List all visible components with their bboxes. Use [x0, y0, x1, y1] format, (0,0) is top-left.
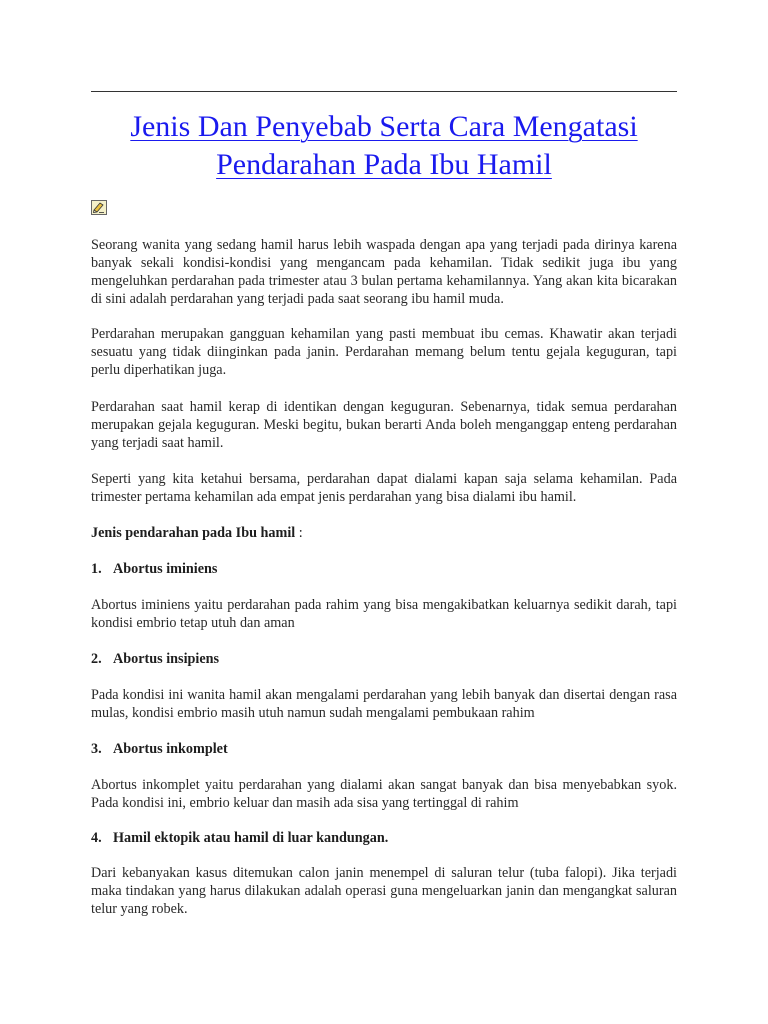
type-4-name: Hamil ektopik atau hamil di luar kandungan. — [113, 830, 389, 846]
types-heading-suffix: : — [295, 525, 303, 541]
type-1-name: Abortus iminiens — [113, 561, 218, 577]
type-3-number: 3. — [91, 741, 102, 757]
document-edit-icon — [91, 200, 107, 215]
types-heading — [91, 524, 677, 542]
paragraph-trimester: Seperti yang kita ketahui bersama, perdarahan dapat dialami kapan saja selama kehamilan. Pada trimester pertama kehamilan ada empat jenis perdarahan yang bisa dialami ibu hamil. — [91, 471, 677, 505]
type-3-name: Abortus inkomplet — [113, 741, 228, 757]
type-2-number: 2. — [91, 651, 102, 667]
type-1-heading — [91, 560, 677, 578]
type-3-description: Abortus inkomplet yaitu perdarahan yang dialami akan sangat banyak dan bisa menyebabkan syok. Pada kondisi ini, embrio keluar dan masih ada sisa yang tertinggal di rahim — [91, 777, 677, 811]
type-1-description: Abortus iminiens yaitu perdarahan pada rahim yang bisa mengakibatkan keluarnya sedikit darah, tapi kondisi embrio tetap utuh dan aman — [91, 597, 677, 631]
type-4-description: Dari kebanyakan kasus ditemukan calon janin menempel di saluran telur (tuba falopi). Jika terjadi maka tindakan yang harus dilakukan adalah operasi guna mengeluarkan janin dan mengangkat saluran telur yang robek. — [91, 865, 677, 917]
type-3-heading — [91, 740, 677, 758]
type-4-number: 4. — [91, 830, 102, 846]
type-4-heading — [91, 829, 677, 847]
paragraph-cemas: Perdarahan merupakan gangguan kehamilan yang pasti membuat ibu cemas. Khawatir akan terjadi sesuatu yang tidak diinginkan pada janin. Perdarahan memang belum tentu gejala keguguran, tapi perlu diperhatikan juga. — [91, 326, 677, 378]
type-1-number: 1. — [91, 561, 102, 577]
type-2-heading — [91, 650, 677, 668]
article-title-link[interactable]: Jenis Dan Penyebab Serta Cara Mengatasi Pendarahan Pada Ibu Hamil — [130, 110, 638, 181]
horizontal-rule — [91, 91, 677, 92]
paragraph-keguguran: Perdarahan saat hamil kerap di identikan dengan keguguran. Sebenarnya, tidak semua perdarahan merupakan gejala keguguran. Meski begitu, bukan berarti Anda boleh menganggap enteng perdarahan yang terjadi saat hamil. — [91, 399, 677, 451]
types-heading-label: Jenis pendarahan pada Ibu hamil — [91, 525, 296, 541]
intro-paragraph: Seorang wanita yang sedang hamil harus lebih waspada dengan apa yang terjadi pada dirinya karena banyak sekali kondisi-kondisi yang mengancam pada kehamilan. Tidak sedikit juga ibu yang mengeluhkan perdarahan pada trimester atau 3 bulan pertama kehamilannya. Yang akan kita bicarakan di sini adalah perdarahan yang terjadi pada saat seorang ibu hamil muda. — [91, 237, 677, 307]
type-2-name: Abortus insipiens — [113, 651, 220, 667]
type-2-description: Pada kondisi ini wanita hamil akan mengalami perdarahan yang lebih banyak dan disertai dengan rasa mulas, kondisi embrio masih utuh namun sudah mengalami pembukaan rahim — [91, 687, 677, 721]
